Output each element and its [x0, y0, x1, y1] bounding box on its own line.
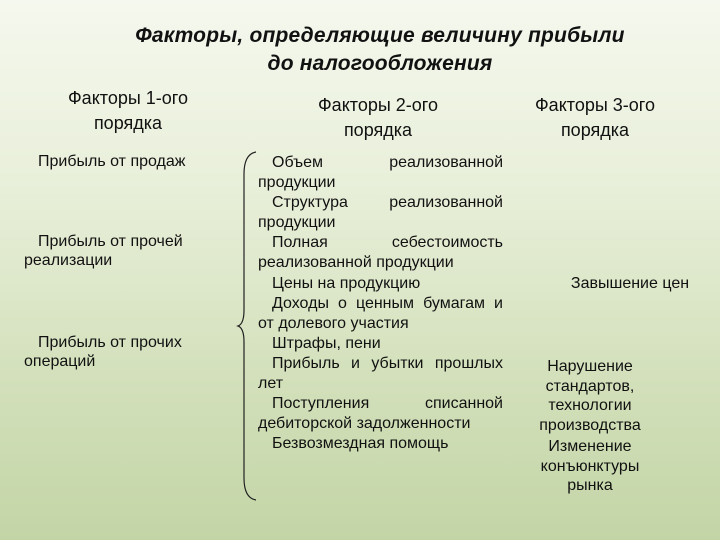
third-order-factor-market-change-line-1: Изменение — [548, 438, 632, 455]
title-line-1: Факторы, определяющие величину прибыли — [135, 24, 625, 47]
left-brace — [236, 150, 260, 502]
second-order-factor: Штрафы, пени — [272, 334, 381, 352]
second-order-factors-list — [258, 153, 503, 454]
third-order-factor-price-inflation: Завышение цен — [570, 275, 690, 292]
first-order-factor-other-sales-line-2: реализации — [24, 252, 113, 269]
third-order-factor-market-change — [525, 437, 655, 496]
third-order-factor-standards-violation — [525, 357, 655, 435]
second-order-factor: Объем реализованной продукции — [258, 154, 503, 192]
diagram-title — [60, 22, 700, 78]
second-order-factor: Цены на продукцию — [272, 274, 421, 292]
first-order-factor-other-operations-line-1: Прибыль от прочих — [38, 334, 182, 351]
third-order-factor-standards-violation-line-4: производства — [539, 416, 641, 434]
third-order-factor-market-change-line-2: конъюнктуры — [540, 457, 640, 475]
first-order-factor-other-operations — [24, 333, 182, 371]
third-order-factor-standards-violation-line-3: технологии — [548, 397, 632, 414]
second-order-factor: Полная себестоимость реализованной продукции — [258, 234, 503, 272]
header-third-order-line-2: порядка — [560, 120, 630, 140]
third-order-factor-standards-violation-line-1: Нарушение — [547, 358, 633, 375]
third-order-factor-standards-violation-line-2: стандартов, — [545, 377, 635, 395]
header-third-order-line-1: Факторы 3-ого — [535, 95, 655, 115]
second-order-factor: Прибыль и убытки прошлых лет — [258, 354, 503, 393]
header-first-order — [28, 86, 228, 136]
header-third-order — [495, 93, 695, 143]
first-order-factor-other-operations-line-2: операций — [24, 353, 96, 370]
second-order-factor: Структура реализованной продукции — [258, 194, 503, 232]
header-first-order-line-1: Факторы 1-ого — [68, 88, 188, 108]
header-first-order-line-2: порядка — [93, 113, 163, 133]
second-order-factor: Поступления списанной дебиторской задолженности — [258, 395, 503, 433]
first-order-factor-other-sales-line-1: Прибыль от прочей — [38, 233, 183, 250]
header-second-order — [278, 93, 478, 143]
header-second-order-line-2: порядка — [343, 120, 413, 140]
title-line-2: до налогообложения — [267, 52, 493, 75]
third-order-factor-market-change-line-3: рынка — [567, 477, 613, 494]
first-order-factor-other-sales — [24, 232, 183, 270]
second-order-factor: Доходы о ценным бумагам и от долевого участия — [258, 294, 503, 332]
first-order-factor-sales-profit: Прибыль от продаж — [38, 153, 186, 170]
second-order-factor: Безвозмездная помощь — [272, 435, 449, 453]
header-second-order-line-1: Факторы 2-ого — [318, 95, 438, 115]
